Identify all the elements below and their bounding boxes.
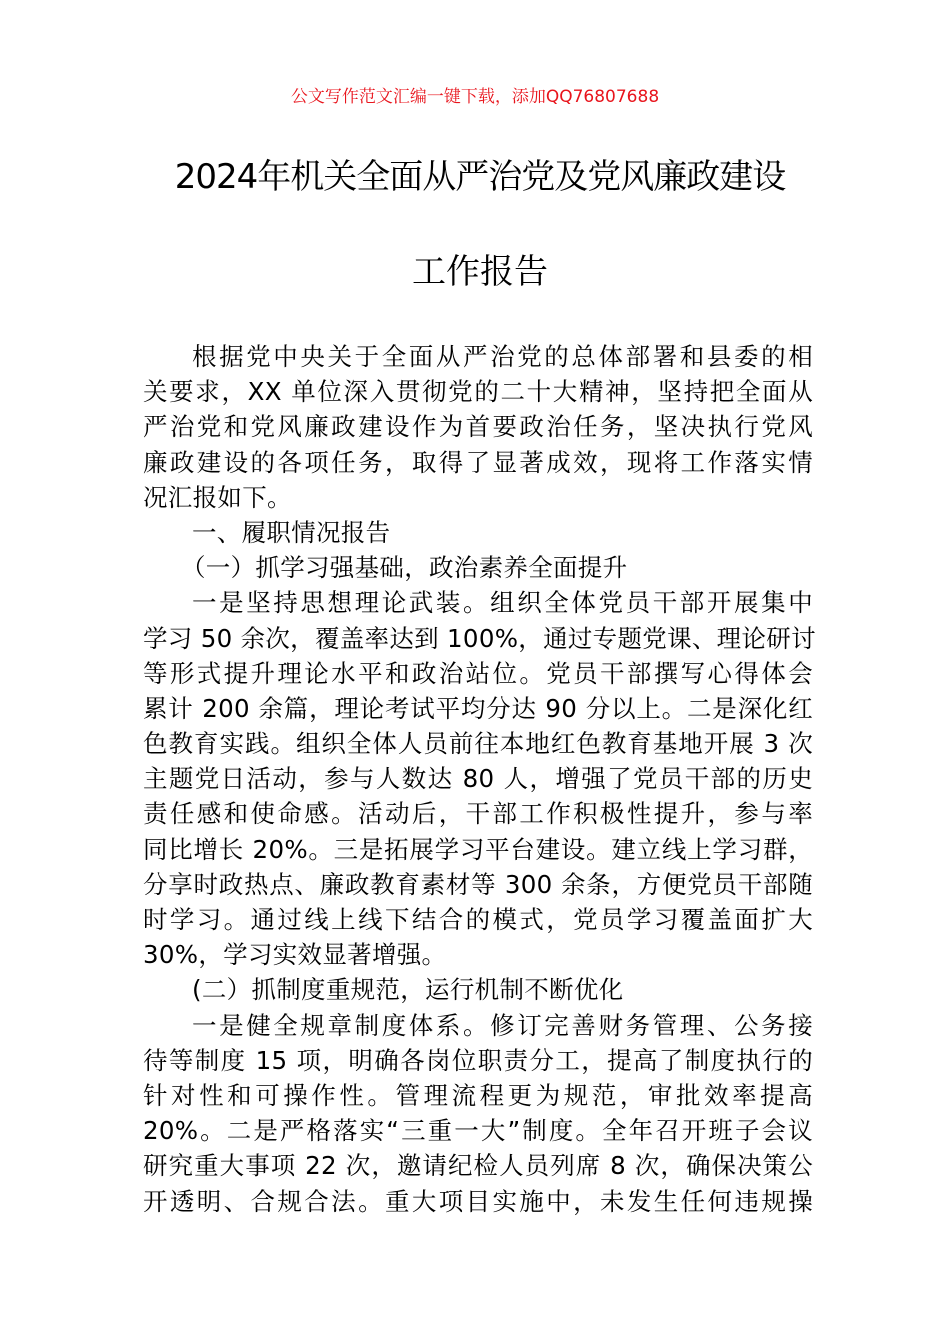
subsection-heading-text: (二）抓制度重规范，运行机制不断优化 (192, 975, 624, 1005)
document-title-line-2: 工作报告 (412, 252, 548, 292)
text-line: 一是健全规章制度体系。修订完善财务管理、公务接 (192, 1010, 813, 1040)
text-line: 责任感和使命感。活动后，干部工作积极性提升，参与率 (143, 799, 813, 829)
text-line: 一是坚持思想理论武装。组织全体党员干部开展集中 (192, 588, 813, 618)
text-line: 20%。二是严格落实“三重一大”制度。全年召开班子会议 (143, 1116, 813, 1146)
document-title-line-1: 2024年机关全面从严治党及党风廉政建设 (174, 157, 786, 197)
text-line: 主题党日活动，参与人数达 80 人，增强了党员干部的历史 (143, 764, 813, 794)
text-line: 严治党和党风廉政建设作为首要政治任务，坚决执行党风 (143, 412, 813, 442)
text-line: 开透明、合规合法。重大项目实施中，未发生任何违规操 (143, 1186, 813, 1216)
subsection-heading-2 (143, 972, 813, 1007)
section-heading-text: 一、履职情况报告 (192, 517, 391, 547)
section-heading-1 (143, 515, 813, 550)
subsection-2-paragraph (143, 1008, 813, 1219)
subsection-heading-text: （一）抓学习强基础，政治素养全面提升 (181, 553, 628, 583)
text-line: 时学习。通过线上线下结合的模式，党员学习覆盖面扩大 (143, 905, 813, 934)
text-line: 针对性和可操作性。管理流程更为规范，审批效率提高 (143, 1080, 813, 1110)
intro-paragraph (143, 339, 813, 515)
text-line: 30%，学习实效显著增强。 (143, 940, 447, 970)
text-line: 根据党中央关于全面从严治党的总体部署和县委的相 (192, 342, 813, 371)
text-line: 关要求，XX 单位深入贯彻党的二十大精神，坚持把全面从 (143, 377, 813, 407)
download-promo-banner: 公文写作范文汇编一键下载，添加QQ76807688 (290, 87, 660, 107)
text-line: 况汇报如下。 (143, 482, 292, 512)
subsection-1-paragraph (143, 585, 816, 972)
text-line: 研究重大事项 22 次，邀请纪检人员列席 8 次，确保决策公 (143, 1151, 813, 1181)
document-body (143, 339, 816, 1219)
text-line: 色教育实践。组织全体人员前往本地红色教育基地开展 3 次 (143, 729, 813, 759)
text-line: 待等制度 15 项，明确各岗位职责分工，提高了制度执行的 (143, 1045, 813, 1075)
text-line: 学习 50 余次，覆盖率达到 100%，通过专题党课、理论研讨 (143, 623, 816, 653)
text-line: 分享时政热点、廉政教育素材等 300 余条，方便党员干部随 (143, 869, 813, 899)
text-line: 等形式提升理论水平和政治站位。党员干部撰写心得体会 (143, 658, 813, 688)
text-line: 累计 200 余篇，理论考试平均分达 90 分以上。二是深化红 (143, 693, 813, 723)
subsection-heading-1 (143, 550, 813, 585)
text-line: 同比增长 20%。三是拓展学习平台建设。建立线上学习群， (143, 834, 813, 864)
text-line: 廉政建设的各项任务，取得了显著成效，现将工作落实情 (143, 447, 813, 477)
